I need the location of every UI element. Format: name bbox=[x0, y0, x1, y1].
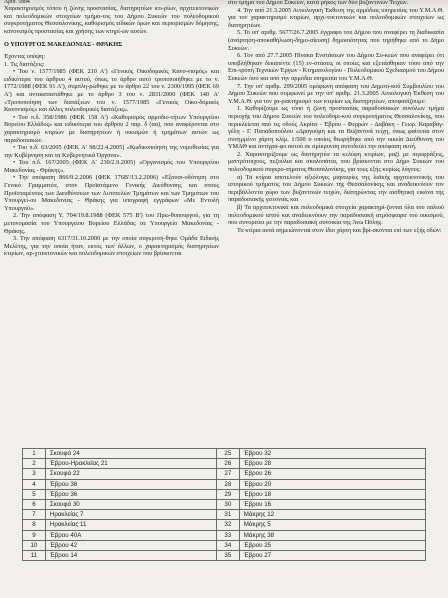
row-number-left: 10 bbox=[23, 540, 46, 550]
street-right: Έβρου 26 bbox=[239, 469, 425, 479]
table-row bbox=[23, 530, 426, 540]
table-row bbox=[23, 459, 426, 469]
street-right: Μάκρης 38 bbox=[239, 530, 425, 540]
streets-intro: Τα κτίρια αυτά σημειώνονται στον ίδιο χάρτη και βρί-σκονται επί των εξής οδών: bbox=[237, 226, 442, 234]
table-row bbox=[23, 479, 426, 489]
street-right: Έβρου 32 bbox=[239, 449, 425, 459]
street-right: Μάκρης 12 bbox=[239, 510, 425, 520]
street-right: Έβρου 28 bbox=[239, 459, 425, 469]
continued-text: στο τμήμα του Δήμου Συκεών, κατά μήκος των δύο βυζαντινών Τειχών. bbox=[228, 0, 409, 6]
reason-b: β) Τα αρχιτεκτονικά και πολεοδομικά στοιχεία χαρακτηρί-ζονται όλα του παλιού πολεοδομικού ιστού και αναδεικνύουν την παραδοσιακή ατμόσφαιρα του οικισμού, που συνορεύει με την παραδοσιακή συνοικία της Άνω Πόλης. bbox=[228, 204, 444, 227]
row-number-left: 7 bbox=[23, 510, 46, 520]
provisions-item-6: 6. Τον από 27.7.2005 Πίνακα Ενστάσεων του Δήμου Συ-κεών που αναφέρει ότι υποβλήθηκαν δεκαπέντε (15) εν-στάσεις οι οποίες και εξετάσθηκαν τόσο από την Επι-τροπή Τεχνικών Έργων - Κτηματολογίου - Πολεοδομικού Σχεδιασμού του Δήμου Συκεών όσο και από την αρμόδια υπηρεσία του Υ.Μ.Α.Θ. bbox=[228, 52, 444, 82]
street-left: Ηρακλείας 11 bbox=[45, 520, 216, 530]
row-number-right: 26 bbox=[216, 459, 239, 469]
row-number-left: 5 bbox=[23, 489, 46, 499]
having-in-mind: Έχοντας υπόψη: bbox=[4, 52, 46, 60]
table-row bbox=[23, 489, 426, 499]
row-number-right: 35 bbox=[216, 550, 239, 560]
street-left: Σκουφά 30 bbox=[45, 499, 216, 509]
row-number-left: 6 bbox=[23, 499, 46, 509]
row-number-right: 27 bbox=[216, 469, 239, 479]
table-row bbox=[23, 499, 426, 509]
row-number-left: 2 bbox=[23, 459, 46, 469]
decision-item-1: 1. Καθορίζουμε ως τόπο ή ζώνη προστασίας παραδοσιακών συνόλων τμήμα περιοχής του Δήμου Συκεών του πολεοδομι-κού συγκροτήματος Θεσσαλονίκης, που περικλείεται από τις οδούς Ακρίτα - Έβρου - Φερρών - Δαβάκη - Γεωρ. Καραβαγ-γέλη - Γ. Παπαδοπούλου «Δραγούμη και τα Βυζαντινά τείχη, όπως φαίνεται στον συνημμένο χάρτη κλίμ. 1:500 ο οποίος θεωρήθηκε από την οικεία Διεύθυνση του ΥΜΑΘ και αντίγρα-φο αυτού σε σμίκρυνση συνοδεύει την απόφαση αυτή. bbox=[228, 105, 444, 151]
buildings-table bbox=[22, 448, 426, 561]
row-number-left: 4 bbox=[23, 479, 46, 489]
row-number-right: 25 bbox=[216, 449, 239, 459]
provision-bullet: • Του π.δ. 63/2005 (ΦΕΚ Α' 98/22.4.2005) «Κωδικοποίηση της νομοθεσίας για την Κυβέρνηση και τα Κυβερνητικά Όργανα». bbox=[4, 144, 219, 159]
street-right: Έβρου 18 bbox=[239, 489, 425, 499]
street-left: Σκουφά 24 bbox=[45, 449, 216, 459]
street-right: Έβρου 16 bbox=[239, 499, 425, 509]
top-fragment: Αριθ. 5884 bbox=[4, 0, 30, 5]
table-row bbox=[23, 520, 426, 530]
street-left: Έβρου 38 bbox=[45, 479, 216, 489]
issuing-authority-heading: Ο ΥΠΟΥΡΓΟΣ ΜΑΚΕΔΟΝΙΑΣ - ΘΡΑΚΗΣ bbox=[4, 41, 123, 49]
row-number-right: 32 bbox=[216, 520, 239, 530]
decision-item-2: 2. Χαρακτηρίζουμε ως διατηρητέα τα κελύφη κτιρίων, μαζί με περιφράξεις, μαντρότοιχους, πεζούλια και σκαλοπάτια, που βρίσκονται στο Δήμο Συκεών του πολεοδομικού συγκρο-τήματος Θεσσαλονίκης, για τους εξής κυρίως λόγους: bbox=[228, 150, 444, 174]
table-row bbox=[23, 540, 426, 550]
provisions-item-2: 2. Την απόφαση Υ. 704/19.8.1988 (ΦΕΚ 575 Β') του Πρω-θυπουργού, για τη μετονομασία του Υπουργείου Βορείου Ελλάδας σε Υπουργείο Μακεδονίας - Θράκης. bbox=[4, 212, 219, 235]
right-column bbox=[228, 0, 444, 234]
table-row bbox=[23, 469, 426, 479]
row-number-right: 29 bbox=[216, 489, 239, 499]
provisions-item-7: 7. Την υπ' αριθμ. 299/2005 ομόφωνη απόφαση του Δημοτι-κού Συμβουλίου του Δήμου Συκεών που συμφωνεί με την υπ' αριθμ. 21.3.2005 Αιτιολογική Έκθεση του Υ.Μ.Α.Θ. για τον χα-ρακτηρισμό των κτιρίων ως διατηρητέων, αποφασίζουμε: bbox=[228, 82, 444, 105]
street-left: Έβρου-Ηρακλείας 21 bbox=[45, 459, 216, 469]
street-right: Έβρου 25 bbox=[239, 540, 425, 550]
street-right: Έβρου 20 bbox=[239, 479, 425, 489]
provisions-item-4: 4. Την από 21.3.2005 Αιτιολογική Έκθεση της αρμόδιας υπηρεσίας του Υ.Μ.Α.Θ. για τον χαρακτηρισμό κτιρίων, αρχι-τεκτονικών και πολεοδομικών στοιχείων ως διατηρητέων. bbox=[228, 6, 444, 29]
row-number-right: 34 bbox=[216, 540, 239, 550]
decision-subject: Χαρακτηρισμός τόπου ή ζώνης προστασίας, διατηρητέων κτι-ρίων, αρχιτεκτονικών και πολεοδομικών στοιχείων τμήμα-τος του Δήμου Συκεών του πολεοδομικού συγκροτήματος Θεσσαλονίκης, καθορισμός ειδικών όρων και περιορισμών δόμησης, κανονισμός προστασίας και χρήσης των κτηρί-ων αυτών. bbox=[4, 5, 219, 35]
provision-bullet: • Του π.δ. 358/1986 (ΦΕΚ 158 Α') «Καθορισμός αρμοδιο-τήτων Υπουργείου Βορείου Ελλάδος» και ειδικότερα του άρθρου 2 παρ. δ (αα), που αναφέρονται στο χαρακτηρισμό κτιρίων με διατηρητέων ή οικισμών ή τμημάτων αυτών ως παραδοσιακών. bbox=[4, 113, 219, 144]
row-number-left: 9 bbox=[23, 530, 46, 540]
table-row bbox=[23, 449, 426, 459]
row-number-right: 30 bbox=[216, 499, 239, 509]
row-number-right: 28 bbox=[216, 479, 239, 489]
left-column bbox=[4, 0, 219, 258]
street-left: Ηρακλείας 7 bbox=[45, 510, 216, 520]
provisions-item-5: 5. Το υπ' αριθμ. 5677/26.7.2005 έγγραφο του Δήμου που αναφέρει τη διαδικασία (ανάρτηση-αποκαθήλωση-δημο-σίευση) δημοσιότητας που τηρήθηκε από το Δήμο Συκεών. bbox=[228, 29, 444, 52]
street-left: Έβρου 40Α bbox=[45, 530, 216, 540]
street-left: Έβρου 36 bbox=[45, 489, 216, 499]
table-row bbox=[23, 550, 426, 560]
provisions-item-3: 3. Την απόφαση 6317/31.10.2000 με την οποία συγκροτή-θηκε Ομάδα Ειδικής Μελέτης, για την οποία ήταν, εκτός των άλλων, ο χαρακτηρισμός διατηρητέων κτιρίων, αρ-χιτεκτονικών και πολεοδομικών στοιχείων που βρίσκονται bbox=[4, 235, 219, 258]
street-right: Έβρου 27 bbox=[239, 550, 425, 560]
street-left: Έβρου 14 bbox=[45, 550, 216, 560]
table-row bbox=[23, 510, 426, 520]
row-number-left: 8 bbox=[23, 520, 46, 530]
row-number-right: 33 bbox=[216, 530, 239, 540]
reason-a: α) Τα κτίρια αποτελούν αξιόλογες μαρτυρίες της λαϊκής αρχιτεκτονικής του ιστορικού τμήματος του Δήμου Συκεών της Θεσσαλονίκης και αναδεικνύουν τον περιβάλλοντα χώρο των βυζαντινών τειχών, διατηρώντας την αισθητική εικόνα της παραδοσιακής γειτονιάς και bbox=[228, 173, 444, 204]
row-number-right: 31 bbox=[216, 510, 239, 520]
street-right: Μάκρης 5 bbox=[239, 520, 425, 530]
row-number-left: 1 bbox=[23, 449, 46, 459]
row-number-left: 11 bbox=[23, 550, 46, 560]
street-left: Έβρου 42 bbox=[45, 540, 216, 550]
provision-bullet: • Του ν. 1577/1985 (ΦΕΚ 210 Α') «Γενικός Οικοδομικός Κανο-νισμός» και ειδικότερα του άρθρου 4 αυτού, όπως το άρθρο αυτό τροποποιήθηκε με το ν. 1772/1988 (ΦΕΚ 91 Α'), συμπλη-ρώθηκε με το άρθρο 22 του ν. 2300/1995 (ΦΕΚ 69 Α') και αντικαταστάθηκε με το άρθρο 3 του ν. 2831/2000 (ΦΕΚ 140 Α' «Τροποποίηση των διατάξεων του ν. 1577/1985 «Γενικός Οικο-δομικός Κανονισμός» και άλλες πολεοδομικές διατάξεις». bbox=[4, 68, 219, 114]
provision-bullet: • Του π.δ. 167/2005 (ΦΕΚ Α' 230/2.9.2005) «Οργανισμός του Υπουργείου Μακεδονίας - Θράκης». bbox=[4, 159, 219, 174]
provision-bullet: • Την απόφαση 866/9.2.2006 (ΦΕΚ 176Β'/13.2.2006) «Εξουσι-οδότηση στο Γενικό Γραμματέα, στον Προϊστάμενο Γενικής Διεύθυνσης και στους Προϊσταμένους των Διευθύνσεων των Αυτοτελών Τμημάτων και των Τμημάτων του Υπουργεί-ου Μακεδονίας - Θράκης για υπογραφή εγγράφων «Με Εντολή Υπουργού». bbox=[4, 174, 219, 212]
street-left: Σκουφά 22 bbox=[45, 469, 216, 479]
provisions-item-1: 1. Τις διατάξεις: bbox=[4, 60, 45, 68]
row-number-left: 3 bbox=[23, 469, 46, 479]
